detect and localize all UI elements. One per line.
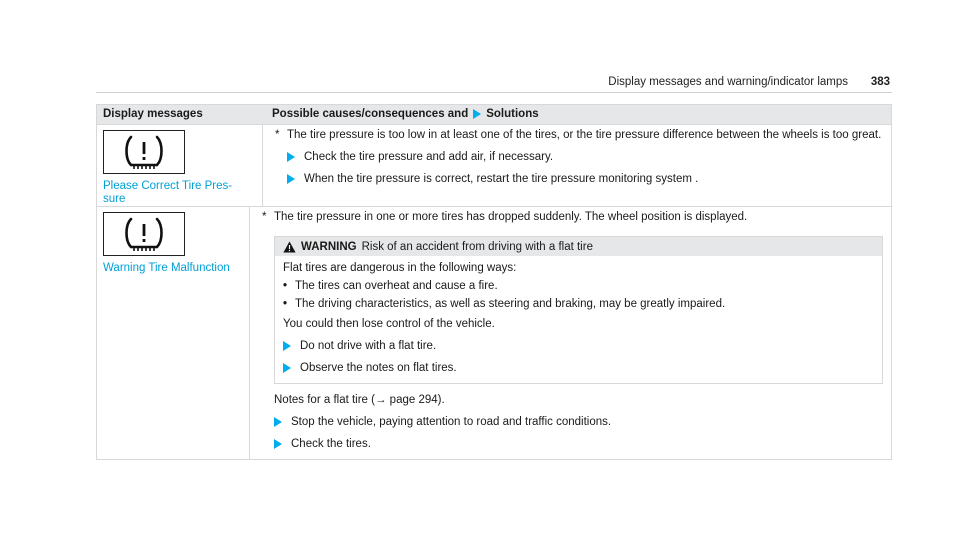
cause-text: The tire pressure in one or more tires has dropped suddenly. The wheel position is displayed. <box>274 211 748 223</box>
tire-pressure-warning-icon <box>103 130 185 174</box>
warning-header <box>275 237 882 256</box>
bullet-dot-icon: • <box>283 298 288 310</box>
warning-consequence: You could then lose control of the vehicle. <box>283 318 495 330</box>
page-header <box>96 76 892 93</box>
step-arrow-icon <box>274 439 282 449</box>
warning-body <box>275 256 882 383</box>
warning-step: Do not drive with a flat tire. <box>283 340 874 353</box>
causes-cell: * The tire pressure is too low in at least one of the tires, or the tire pressure difference between the wheels is too great. Check the tire pressure and add air, if necessary. When the tire pressure is correct, restart the tire pressure monitoring system . <box>275 129 882 185</box>
warning-intro: Flat tires are dangerous in the following ways: <box>283 262 517 274</box>
list-item: • The driving characteristics, as well as steering and braking, may be greatly impaired. <box>283 298 726 310</box>
warning-title: Risk of an accident from driving with a flat tire <box>361 240 593 253</box>
solution-step: Check the tires. <box>262 438 883 451</box>
step-arrow-icon <box>287 152 295 162</box>
display-message-cell <box>97 207 250 459</box>
solution-arrow-icon <box>473 109 481 119</box>
solution-step: Stop the vehicle, paying attention to road and traffic conditions. <box>262 416 883 429</box>
warning-label: WARNING <box>301 240 357 253</box>
step-arrow-icon <box>274 417 282 427</box>
display-message-cell <box>97 125 263 206</box>
causes-cell: * The tire pressure in one or more tires has dropped suddenly. The wheel position is displayed. WARNING Risk of an accident from driving with a flat tire Flat tires are dangerous in the following ways: • The tires can overheat and cause a fire. • The driving characteristics, as well as steering and braking, may be greatly impaired. You could then lose control of the vehicle. Do not drive with a flat tire. Observe the notes on flat tires. Notes for a flat tire (→ page 294). Stop the vehicle, paying attention to road and traffic conditions. Check the tires. <box>250 207 891 459</box>
display-message-text: Warning Tire Malfunction <box>103 262 230 274</box>
table-header <box>97 105 891 124</box>
col-header-display-messages: Display messages <box>103 108 203 120</box>
solution-step: When the tire pressure is correct, restart the tire pressure monitoring system . <box>275 173 883 186</box>
display-message-text: Please Correct Tire Pres- sure <box>103 180 233 205</box>
step-arrow-icon <box>283 341 291 351</box>
warning-step: Observe the notes on flat tires. <box>283 362 874 375</box>
page-number: 383 <box>870 76 890 88</box>
warning-triangle-icon <box>283 241 296 253</box>
warning-box <box>274 236 883 384</box>
bullet-dot-icon: • <box>283 280 288 292</box>
table-row <box>97 124 891 206</box>
messages-table <box>96 104 892 460</box>
col-header-causes: Possible causes/consequences and Solutions <box>272 108 539 120</box>
step-arrow-icon <box>287 174 295 184</box>
flat-tire-note: Notes for a flat tire (→ page 294). <box>274 394 445 406</box>
tire-pressure-warning-icon <box>103 212 185 256</box>
table-row <box>97 206 891 459</box>
list-item: • The tires can overheat and cause a fire. <box>283 280 498 292</box>
header-title: Display messages and warning/indicator lamps <box>608 76 848 88</box>
cause-text: The tire pressure is too low in at least one of the tires, or the tire pressure difference between the wheels is too great. <box>287 129 882 141</box>
step-arrow-icon <box>283 363 291 373</box>
solution-step: Check the tire pressure and add air, if necessary. <box>275 151 883 164</box>
